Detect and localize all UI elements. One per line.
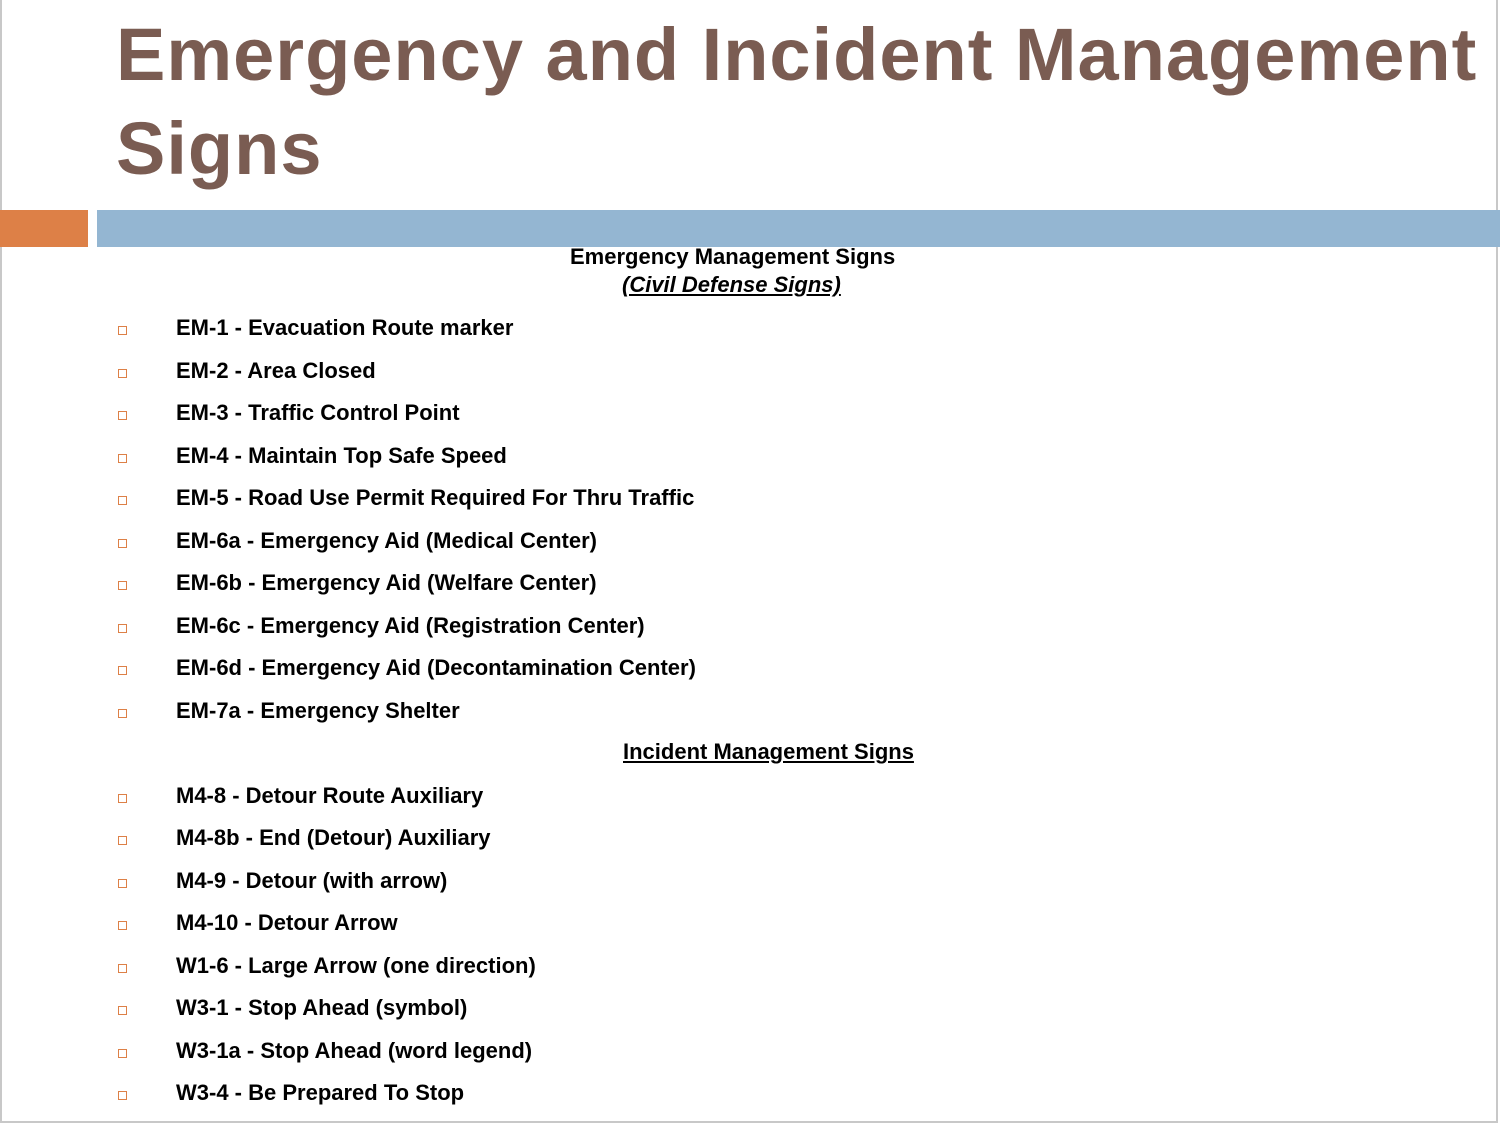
square-bullet-icon	[118, 666, 127, 675]
list-item: EM-6a - Emergency Aid (Medical Center)	[118, 526, 597, 556]
square-bullet-icon	[118, 836, 127, 845]
emergency-section-subheading: (Civil Defense Signs)	[622, 272, 841, 297]
list-item: EM-5 - Road Use Permit Required For Thru Traffic	[118, 483, 694, 513]
list-item: EM-6b - Emergency Aid (Welfare Center)	[118, 568, 597, 598]
list-item: EM-4 - Maintain Top Safe Speed	[118, 441, 507, 471]
square-bullet-icon	[118, 921, 127, 930]
list-item: M4-8b - End (Detour) Auxiliary	[118, 823, 491, 853]
square-bullet-icon	[118, 369, 127, 378]
list-item: M4-8 - Detour Route Auxiliary	[118, 781, 483, 811]
square-bullet-icon	[118, 709, 127, 718]
list-item: W3-1a - Stop Ahead (word legend)	[118, 1036, 532, 1066]
square-bullet-icon	[118, 539, 127, 548]
list-item: EM-7a - Emergency Shelter	[118, 696, 460, 726]
list-item: EM-1 - Evacuation Route marker	[118, 313, 513, 343]
list-item: W3-1 - Stop Ahead (symbol)	[118, 993, 467, 1023]
square-bullet-icon	[118, 454, 127, 463]
incident-section-heading: Incident Management Signs	[623, 739, 914, 764]
list-item: EM-3 - Traffic Control Point	[118, 398, 460, 428]
square-bullet-icon	[118, 879, 127, 888]
square-bullet-icon	[118, 964, 127, 973]
square-bullet-icon	[118, 581, 127, 590]
square-bullet-icon	[118, 1091, 127, 1100]
accent-bar-orange	[0, 210, 88, 247]
square-bullet-icon	[118, 1006, 127, 1015]
emergency-section-heading: Emergency Management Signs	[570, 244, 896, 269]
list-item: M4-9 - Detour (with arrow)	[118, 866, 447, 896]
list-item: M4-10 - Detour Arrow	[118, 908, 398, 938]
square-bullet-icon	[118, 411, 127, 420]
list-item: EM-6d - Emergency Aid (Decontamination Center)	[118, 653, 696, 683]
list-item: W3-4 - Be Prepared To Stop	[118, 1078, 464, 1108]
list-item: EM-2 - Area Closed	[118, 356, 376, 386]
square-bullet-icon	[118, 624, 127, 633]
accent-bar-blue	[97, 210, 1500, 247]
square-bullet-icon	[118, 794, 127, 803]
slide-title: Emergency and Incident Management Signs	[116, 13, 1478, 190]
list-item: W1-6 - Large Arrow (one direction)	[118, 951, 536, 981]
square-bullet-icon	[118, 1049, 127, 1058]
list-item: EM-6c - Emergency Aid (Registration Center)	[118, 611, 645, 641]
square-bullet-icon	[118, 496, 127, 505]
square-bullet-icon	[118, 326, 127, 335]
